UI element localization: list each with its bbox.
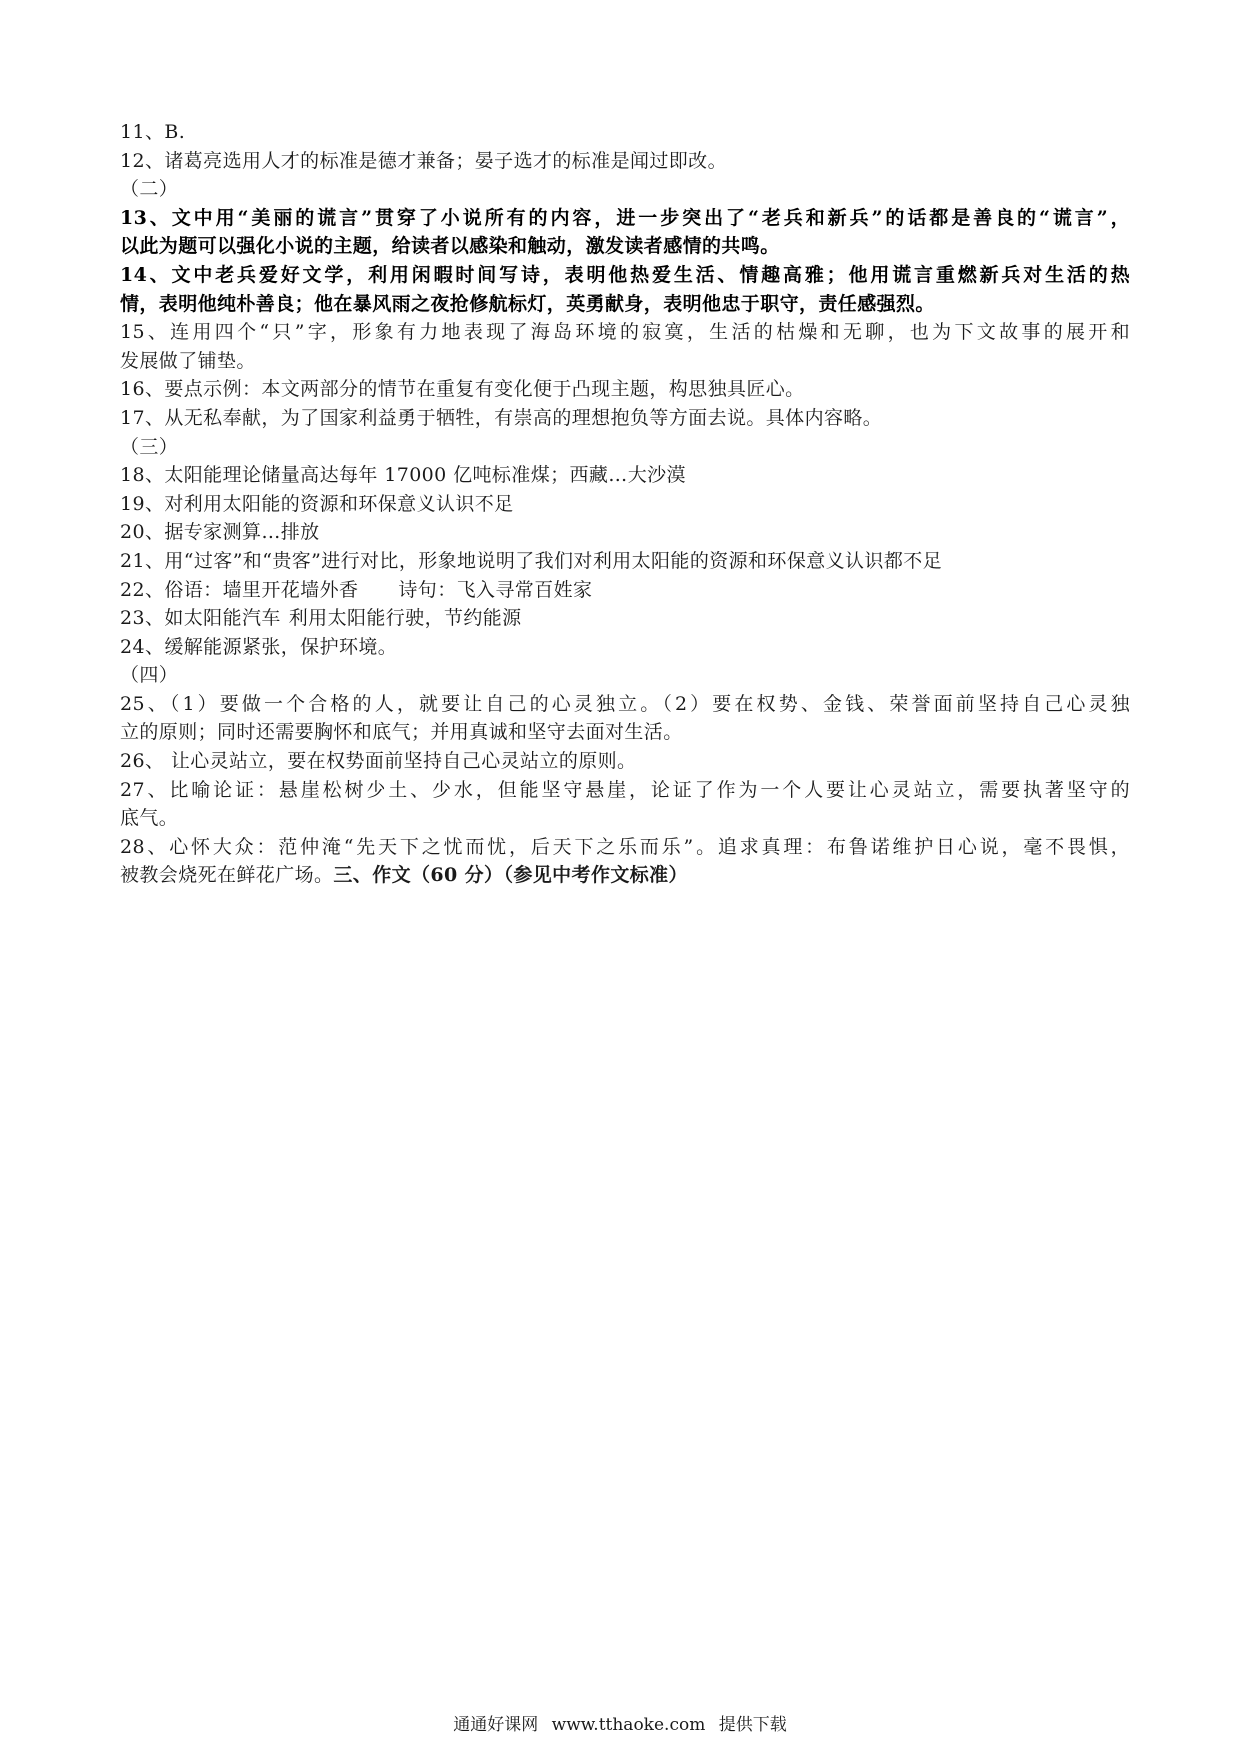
answer-15-line-2: 发展做了铺垫。	[120, 349, 256, 372]
answer-24: 24、缓解能源紧张，保护环境。	[120, 635, 398, 658]
answer-22-poem: 诗句：飞入寻常百姓家	[398, 578, 593, 601]
answer-19: 19、对利用太阳能的资源和环保意义认识不足	[120, 492, 514, 515]
answer-21: 21、用“过客”和“贵客”进行对比，形象地说明了我们对利用太阳能的资源和环保意义认识都不足	[120, 549, 943, 572]
answer-13-line-2: 以此为题可以强化小说的主题，给读者以感染和触动，激发读者感情的共鸣。	[120, 235, 780, 258]
answer-14-line-2: 情，表明他纯朴善良；他在暴风雨之夜抢修航标灯，英勇献身，表明他忠于职守，责任感强烈。	[120, 292, 935, 315]
answer-11: 11、B.	[120, 121, 186, 143]
answer-26: 26、 让心灵站立，要在权势面前坚持自己心灵站立的原则。	[120, 750, 637, 773]
answer-28-text: 被教会烧死在鲜花广场。	[120, 864, 334, 887]
answer-13-line-1: 13、文中用“美丽的谎言”贯穿了小说所有的内容，进一步突出了“老兵和新兵”的话都是善良的“谎言”，	[120, 206, 1130, 229]
answer-key-content	[120, 118, 1130, 890]
answer-17: 17、从无私奉献，为了国家利益勇于牺牲，有崇高的理想抱负等方面去说。具体内容略。	[120, 406, 883, 429]
answer-12: 12、诸葛亮选用人才的标准是德才兼备；晏子选才的标准是闻过即改。	[120, 149, 727, 172]
answer-28-line-2	[120, 861, 1130, 890]
footer-site-name: 通通好课网	[453, 1715, 539, 1735]
section-heading-3: （三）	[120, 435, 179, 458]
section-heading-2: （二）	[120, 178, 179, 201]
answer-22-proverb: 22、俗语：墙里开花墙外香	[120, 578, 359, 601]
section-heading-essay: 三、作文（60 分）（参见中考作文标准）	[333, 864, 688, 887]
answer-27-line-2: 底气。	[120, 807, 179, 830]
answer-23-example: 23、如太阳能汽车	[120, 607, 281, 630]
footer-download-text: 提供下载	[718, 1715, 787, 1735]
answer-18: 18、太阳能理论储量高达每年 17000 亿吨标准煤；西藏…大沙漠	[120, 464, 686, 487]
answer-28-line-1: 28、心怀大众：范仲淹“先天下之忧而忧，后天下之乐而乐”。追求真理：布鲁诺维护日心说，毫不畏惧，	[120, 835, 1130, 858]
answer-27-line-1: 27、比喻论证：悬崖松树少土、少水，但能坚守悬崖，论证了作为一个人要让心灵站立，需要执著坚守的	[120, 778, 1130, 801]
answer-22	[120, 576, 1130, 605]
answer-23	[120, 604, 1130, 633]
footer-url: www.tthaoke.com	[551, 1715, 706, 1735]
answer-20: 20、据专家测算…排放	[120, 521, 320, 544]
answer-23-explanation: 利用太阳能行驶，节约能源	[288, 607, 522, 630]
page-footer	[0, 1710, 1240, 1735]
answer-15-line-1: 15、连用四个“只”字，形象有力地表现了海岛环境的寂寞，生活的枯燥和无聊，也为下文故事的展开和	[120, 321, 1130, 344]
answer-16: 16、要点示例：本文两部分的情节在重复有变化便于凸现主题，构思独具匠心。	[120, 378, 805, 401]
answer-25-line-1: 25、（1）要做一个合格的人，就要让自己的心灵独立。（2）要在权势、金钱、荣誉面前坚持自己心灵独	[120, 692, 1130, 715]
section-heading-4: （四）	[120, 664, 179, 687]
answer-14-line-1: 14、文中老兵爱好文学，利用闲暇时间写诗，表明他热爱生活、情趣高雅；他用谎言重燃新兵对生活的热	[120, 263, 1130, 286]
answer-25-line-2: 立的原则；同时还需要胸怀和底气；并用真诚和坚守去面对生活。	[120, 721, 683, 744]
